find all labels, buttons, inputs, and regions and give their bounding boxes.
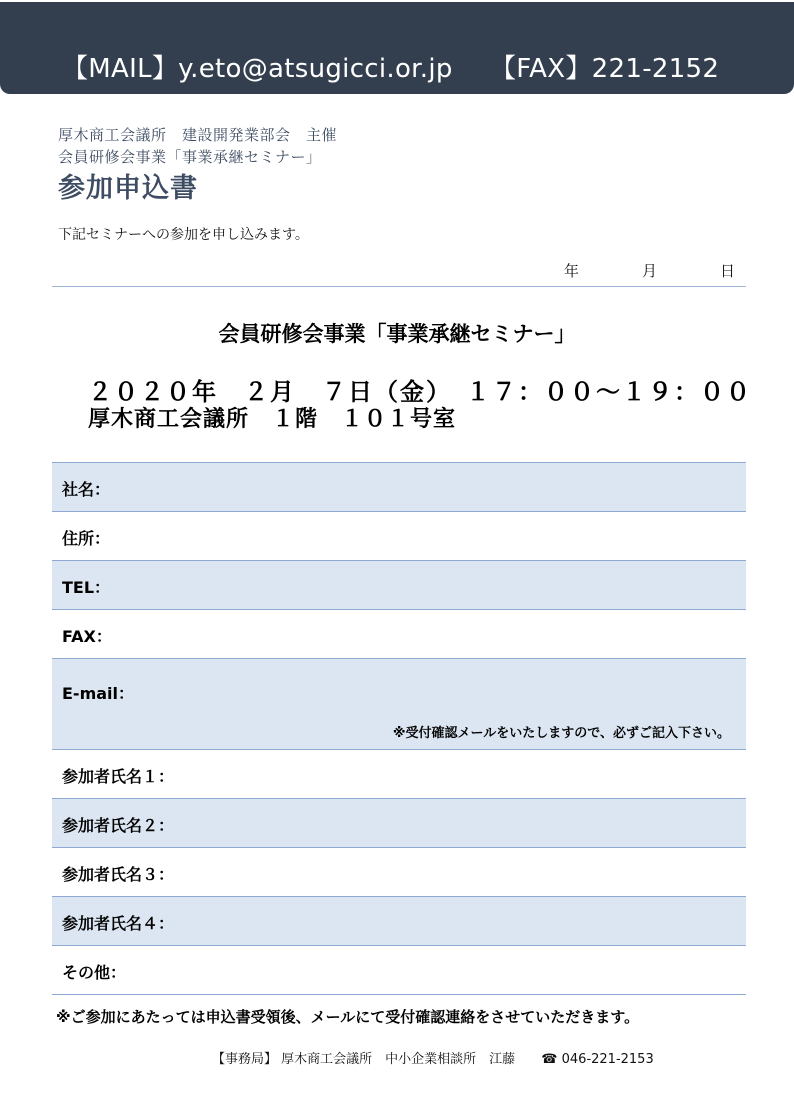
company-field[interactable] — [252, 469, 736, 505]
participant3-row — [52, 848, 746, 897]
intro-text: 下記セミナーへの参加を申し込みます。 — [58, 227, 309, 243]
tel-label: TEL： — [62, 578, 111, 597]
participant3-label: 参加者氏名３： — [62, 865, 175, 884]
organizer-line: 厚木商工会議所 建設開発業部会 主催 — [58, 126, 338, 144]
seminar-datetime: ２０２０年 ２月 ７日（金） １７：００～１９：００ — [88, 378, 752, 406]
fax-row — [52, 610, 746, 659]
company-row — [52, 463, 746, 512]
contact-email: 【MAIL】y.eto@atsugicci.or.jp — [62, 54, 453, 84]
participant4-field[interactable] — [252, 903, 736, 939]
footer-contact — [212, 1048, 654, 1067]
fax-field[interactable] — [252, 616, 736, 652]
divider — [52, 286, 746, 287]
date-year-label: 年 — [564, 262, 580, 280]
event-series-line: 会員研修会事業「事業承継セミナー」 — [58, 148, 322, 166]
company-label: 社名： — [62, 480, 111, 499]
email-label: E-mail： — [62, 684, 135, 703]
fax-label: FAX： — [62, 627, 112, 646]
contact-fax: 【FAX】221-2152 — [490, 54, 720, 84]
tel-row — [52, 561, 746, 610]
participant2-field[interactable] — [252, 805, 736, 841]
address-row — [52, 512, 746, 561]
email-row — [52, 659, 746, 750]
address-label: 住所： — [62, 529, 111, 548]
office-phone: 046-221-2153 — [561, 1052, 654, 1067]
address-field[interactable] — [252, 518, 736, 554]
tel-field[interactable] — [252, 567, 736, 603]
page-title: 参加申込書 — [58, 173, 198, 204]
header-banner — [0, 2, 794, 94]
participant3-field[interactable] — [252, 854, 736, 890]
phone-icon: ☎ — [541, 1052, 558, 1067]
office-info: 【事務局】 厚木商工会議所 中小企業相談所 江藤 — [212, 1052, 516, 1067]
participant4-row — [52, 897, 746, 946]
participant2-label: 参加者氏名２： — [62, 816, 175, 835]
other-label: その他： — [62, 963, 127, 982]
email-note: ※受付確認メールをいたしますので、必ずご記入下さい。 — [392, 726, 730, 741]
seminar-venue: 厚木商工会議所 １階 １０１号室 — [88, 407, 457, 432]
other-row — [52, 946, 746, 995]
confirmation-notice: ※ご参加にあたっては申込書受領後、メールにて受付確認連絡をさせていただきます。 — [56, 1008, 640, 1026]
participant1-label: 参加者氏名１： — [62, 767, 175, 786]
date-month-label: 月 — [642, 262, 658, 280]
date-day-label: 日 — [720, 262, 736, 280]
seminar-title: 会員研修会事業「事業承継セミナー」 — [218, 322, 576, 346]
participant4-label: 参加者氏名４： — [62, 914, 175, 933]
application-form — [52, 462, 746, 995]
participant2-row — [52, 799, 746, 848]
participant1-row — [52, 750, 746, 799]
participant1-field[interactable] — [252, 756, 736, 792]
other-field[interactable] — [252, 952, 736, 988]
